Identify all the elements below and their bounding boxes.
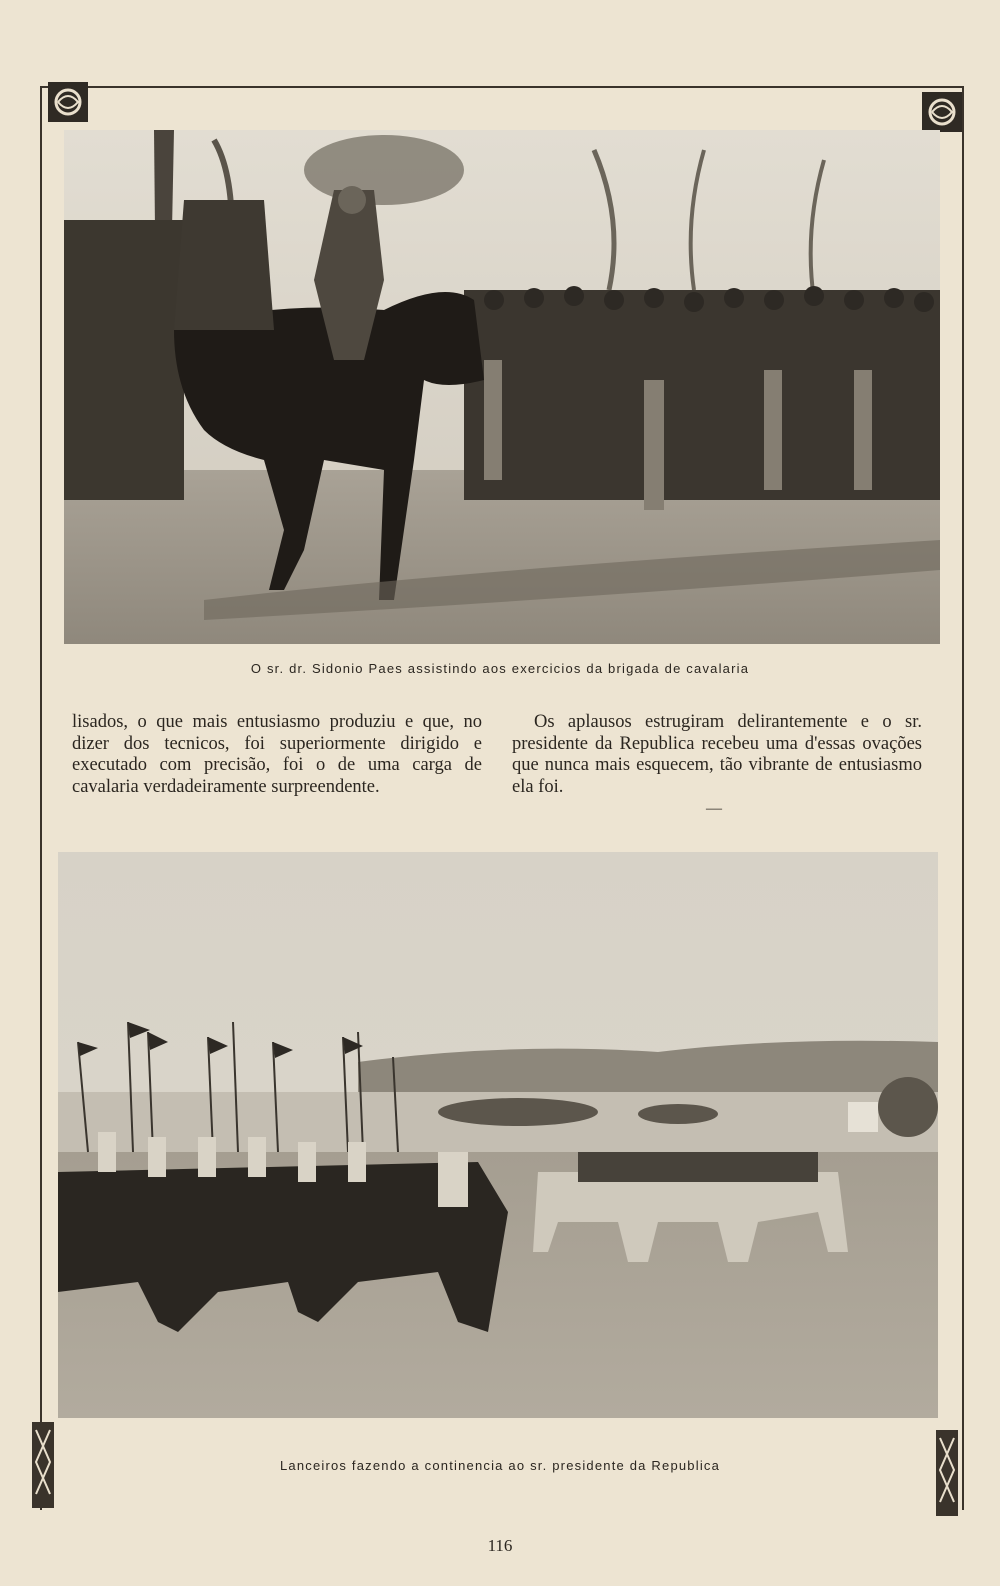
photo-president-on-horseback bbox=[64, 130, 940, 644]
ornament-top-right-icon bbox=[922, 92, 962, 132]
ornament-bottom-right-icon bbox=[936, 1430, 958, 1516]
right-column-paragraph: Os aplausos estrugiram delirantemente e o sr. presidente da Republica recebeu uma d'essas ovações que nunca mais esquecem, tão vibrante de entusiasmo ela foi. bbox=[512, 712, 922, 797]
ornament-top-left-icon bbox=[48, 82, 88, 122]
article-text-right-column bbox=[512, 712, 922, 798]
photo-lancers-saluting bbox=[58, 852, 938, 1418]
figure-1-caption: O sr. dr. Sidonio Paes assistindo aos exercicios da brigada de cavalaria bbox=[250, 661, 750, 676]
article-text-left-column bbox=[72, 712, 482, 798]
figure-2-caption: Lanceiros fazendo a continencia ao sr. presidente da Republica bbox=[279, 1458, 721, 1473]
left-column-paragraph: lisados, o que mais entusiasmo produziu e que, no dizer dos tecnicos, foi superiormente dirigido e executado com precisão, foi o de uma carga de cavalaria verdadeiramente surpreendente. bbox=[72, 712, 482, 797]
section-separator: — bbox=[706, 800, 722, 817]
page-number: 116 bbox=[487, 1536, 513, 1555]
